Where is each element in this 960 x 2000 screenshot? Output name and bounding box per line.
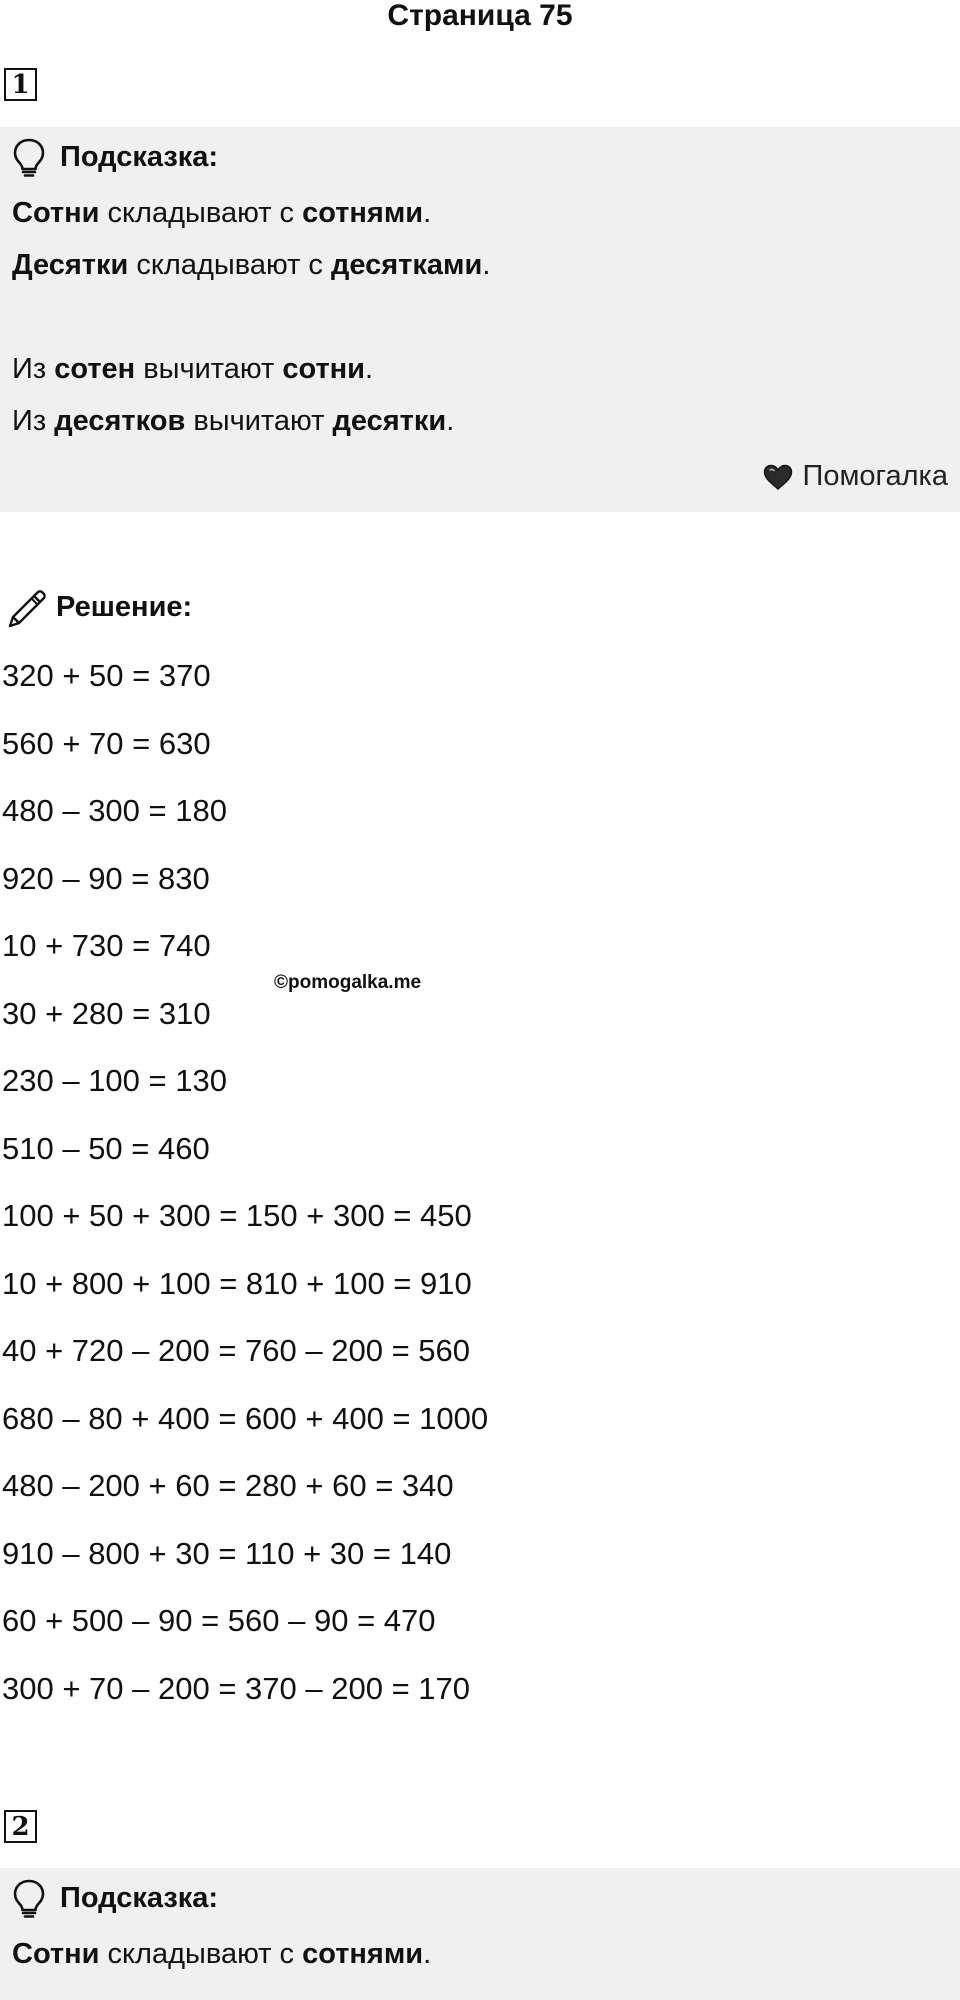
hint-term: сотнями xyxy=(302,1938,424,1970)
lightbulb-icon xyxy=(12,137,46,177)
watermark: ©pomogalka.me xyxy=(274,972,422,993)
equation-line: 230 – 100 = 130 xyxy=(2,1063,227,1098)
hint-term: сотни xyxy=(282,353,365,385)
hint-term: сотен xyxy=(54,353,136,385)
equation-line: 480 – 300 = 180 xyxy=(2,793,227,828)
hint-header xyxy=(12,127,948,187)
equation-line: 60 + 500 – 90 = 560 – 90 = 470 xyxy=(2,1603,436,1638)
equation-line: 480 – 200 + 60 = 280 + 60 = 340 xyxy=(2,1468,454,1503)
hint-spacer xyxy=(12,291,948,343)
equation-line: 40 + 720 – 200 = 760 – 200 = 560 xyxy=(2,1333,471,1368)
hint-lines xyxy=(12,187,948,447)
equation-line: 510 – 50 = 460 xyxy=(2,1130,210,1166)
hint-text: . xyxy=(365,353,374,385)
equation-line: 30 + 280 = 310 xyxy=(2,995,211,1031)
hint-term: сотнями xyxy=(302,197,424,229)
brand-credit xyxy=(763,460,948,493)
hint-line xyxy=(12,239,948,291)
equation-line: 920 – 90 = 830 xyxy=(2,860,210,896)
hint-header xyxy=(12,1868,948,1928)
equation-line: 680 – 80 + 400 = 600 + 400 = 1000 xyxy=(2,1400,489,1436)
hint-text: Из xyxy=(12,405,55,437)
equation-list xyxy=(2,648,488,1728)
hint-lines xyxy=(12,1928,948,1980)
hint-line xyxy=(12,343,948,395)
hint-box-2 xyxy=(0,1868,960,2000)
hint-text: Из xyxy=(12,353,55,385)
hint-term: Сотни xyxy=(12,1938,100,1970)
hint-text: вычитают xyxy=(185,405,333,437)
lightbulb-icon xyxy=(12,1878,46,1918)
hint-title: Подсказка: xyxy=(60,1881,219,1914)
hint-term: десятков xyxy=(54,405,186,437)
hint-text: вычитают xyxy=(135,353,283,385)
equation-line: 10 + 800 + 100 = 810 + 100 = 910 xyxy=(2,1265,472,1301)
hint-text: . xyxy=(423,1938,432,1970)
hint-box-1 xyxy=(0,127,960,512)
hint-term: десятками xyxy=(330,249,483,281)
equation-line: 100 + 50 + 300 = 150 + 300 = 450 xyxy=(2,1198,472,1233)
brand-label: Помогалка xyxy=(802,460,948,492)
solution-title: Решение: xyxy=(56,590,193,623)
task-number-1: 1 xyxy=(4,68,37,101)
pencil-icon xyxy=(6,586,48,628)
hint-text: . xyxy=(446,405,455,437)
hint-term: Сотни xyxy=(12,197,100,229)
page-title: Страница 75 xyxy=(387,0,573,32)
hint-term: Десятки xyxy=(12,249,129,281)
hint-line xyxy=(12,395,948,447)
hint-term: десятки xyxy=(332,405,447,437)
equation-line: 560 + 70 = 630 xyxy=(2,725,211,761)
hint-text: . xyxy=(423,197,432,229)
hint-line xyxy=(12,187,948,239)
solution-header xyxy=(6,582,192,632)
hint-text: складывают с xyxy=(99,197,303,229)
equation-line: 320 + 50 = 370 xyxy=(2,658,211,693)
heart-icon xyxy=(763,464,793,490)
hint-text: складывают с xyxy=(99,1938,303,1970)
hint-text: . xyxy=(482,249,491,281)
hint-text: складывают с xyxy=(128,249,331,281)
hint-title: Подсказка: xyxy=(60,140,219,173)
hint-line xyxy=(12,1928,948,1980)
equation-line: 10 + 730 = 740 xyxy=(2,928,211,963)
task-number-2: 2 xyxy=(4,1810,37,1843)
equation-line: 300 + 70 – 200 = 370 – 200 = 170 xyxy=(2,1670,471,1706)
equation-line: 910 – 800 + 30 = 110 + 30 = 140 xyxy=(2,1535,452,1571)
